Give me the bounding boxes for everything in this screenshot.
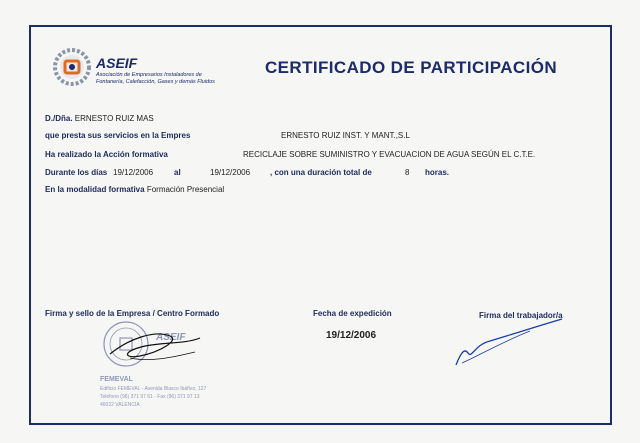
aseif-logo-icon [52, 47, 92, 87]
hours-label: horas. [425, 168, 450, 177]
action-label: Ha realizado la Acción formativa [45, 150, 168, 159]
worker-signature-label: Firma del trabajador/a [479, 311, 563, 320]
stamp-name: ASEIF [156, 332, 186, 343]
stamp-line3: Teléfono (96) 371 97 61 - Fax (96) 371 97 13 [100, 394, 200, 400]
al-label: al [174, 168, 181, 177]
company-label: que presta sus servicios en la Empres [45, 131, 191, 140]
company-signature [100, 318, 210, 368]
participant-label: D./Dña. [45, 114, 73, 123]
company-row [45, 131, 190, 140]
date-from: 19/12/2006 [113, 168, 154, 177]
duration-label: , con una duración total de [270, 168, 372, 177]
certificate-title: CERTIFICADO DE PARTICIPACIÓN [265, 58, 558, 77]
stamp-line4: 46022 VALENCIA [100, 402, 140, 408]
issue-date-label: Fecha de expedición [313, 309, 392, 318]
modality-row [45, 185, 224, 194]
dates-row [45, 168, 107, 177]
stamp-line1: FEMEVAL [100, 376, 133, 383]
brand-subtitle: Asociación de Empresarios Instaladores de Fontanería, Calefacción, Gases y demás Fluidos [96, 72, 215, 85]
company-signature-label: Firma y sello de la Empresa / Centro Formado [45, 309, 220, 318]
participant-value: ERNESTO RUIZ MAS [74, 114, 154, 123]
modality-label: En la modalidad formativa [45, 185, 145, 194]
brand-name: ASEIF [96, 55, 138, 71]
company-value: ERNESTO RUIZ INST. Y MANT.,S.L [281, 131, 410, 140]
modality-value: Formación Presencial [146, 185, 225, 194]
action-value: RECICLAJE SOBRE SUMINISTRO Y EVACUACION DE AGUA SEGÚN EL C.T.E. [243, 150, 536, 159]
stamp-line2: Edificio FEMEVAL - Avenida Blasco Ibáñez, 127 [100, 386, 207, 392]
participant-row [45, 114, 154, 123]
issue-date-value: 19/12/2006 [326, 330, 377, 341]
worker-signature [450, 315, 570, 370]
dates-label: Durante los días [45, 168, 108, 177]
duration-value: 8 [405, 168, 410, 177]
date-to: 19/12/2006 [210, 168, 251, 177]
